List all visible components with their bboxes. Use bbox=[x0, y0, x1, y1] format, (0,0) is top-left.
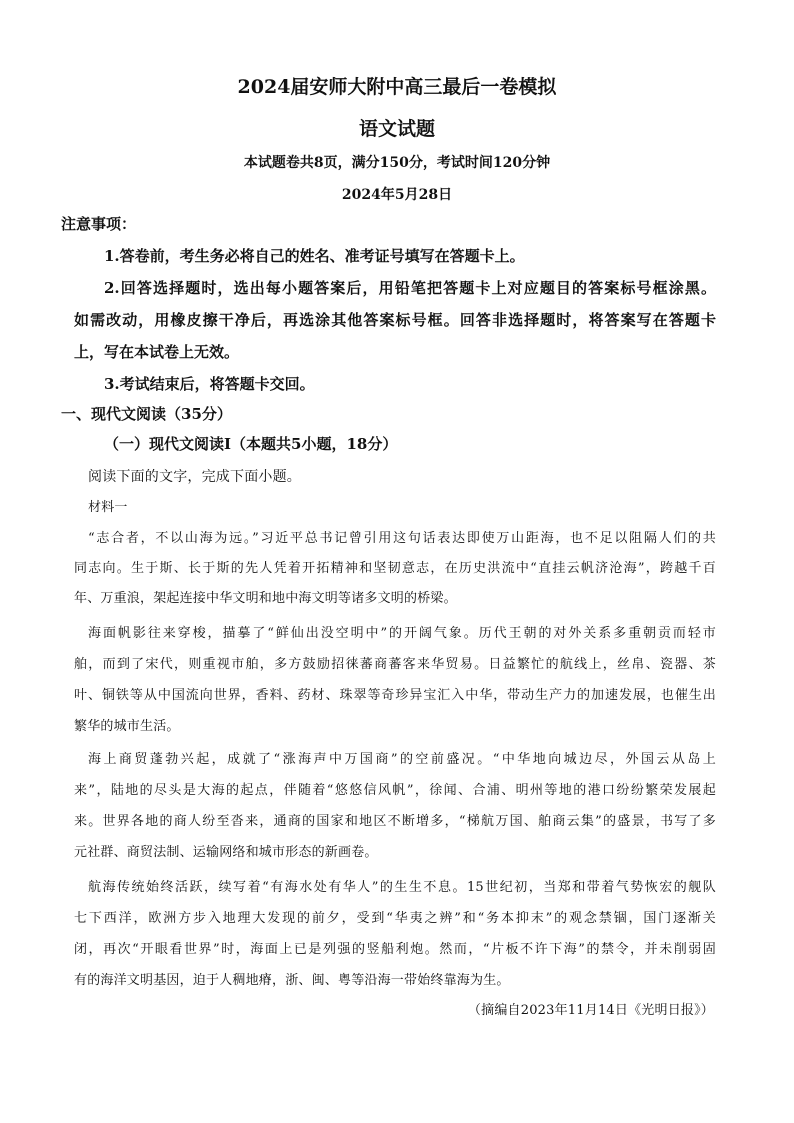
exam-date: 2024年5月28日 bbox=[341, 187, 453, 203]
paragraph-1-line-3: 年、万重浪，架起连接中华文明和地中海文明等诸多文明的桥梁。 bbox=[74, 591, 457, 606]
paragraph-4-line-3: 闭，再次“开眼看世界”时，海面上已是列强的竖船利炮。然而，“片板不许下海”的禁令，并未削弱固 bbox=[74, 942, 716, 957]
paragraph-4-line-4: 有的海洋文明基因，迫于人稠地瘠，浙、闽、粤等沿海一带始终靠海为生。 bbox=[74, 973, 510, 988]
exam-info: 本试题卷共8页，满分150分，考试时间120分钟 bbox=[243, 155, 551, 171]
paragraph-2-line-3: 叶、铜铁等从中国流向世界，香料、药材、珠翠等奇珍异宝汇入中华，带动生产力的加速发展，也催生出 bbox=[74, 688, 716, 703]
notice-heading: 注意事项： bbox=[61, 215, 137, 233]
notice-item-1: 1.答卷前，考生务必将自己的姓名、准考证号填写在答题卡上。 bbox=[104, 247, 525, 265]
paragraph-3-line-2: 来”，陆地的尽头是大海的起点，伴随着“悠悠信风帆”，徐闻、合浦、明州等地的港口纷纷繁荣发展起 bbox=[74, 783, 716, 798]
paragraph-2-line-1: 海面帆影往来穿梭，描摹了“鲜仙出没空明中”的开阔气象。历代王朝的对外关系多重朝贡而轻市 bbox=[88, 626, 716, 641]
paragraph-1-line-1: “志合者，不以山海为远。”习近平总书记曾引用这句话表达即使万山距海，也不足以阻隔人们的共 bbox=[88, 531, 716, 546]
notice-item-3: 3.考试结束后，将答题卡交回。 bbox=[104, 375, 315, 393]
section-heading: 一、现代文阅读（35分） bbox=[61, 405, 232, 423]
paragraph-1-line-2: 同志向。生于斯、长于斯的先人凭着开拓精神和坚韧意志，在历史洪流中“直挂云帆济沧海”，跨越千百 bbox=[74, 561, 716, 576]
material-label: 材料一 bbox=[88, 500, 128, 515]
notice-item-2-line-3: 上，写在本试卷上无效。 bbox=[74, 343, 240, 361]
source-citation: （摘编自2023年11月14日《光明日报》） bbox=[467, 1003, 714, 1018]
notice-item-2-line-2: 如需改动，用橡皮擦干净后，再选涂其他答案标号框。回答非选择题时，将答案写在答题卡 bbox=[74, 311, 716, 329]
paragraph-2-line-4: 繁华的城市生活。 bbox=[74, 719, 180, 734]
subject-title: 语文试题 bbox=[358, 118, 435, 140]
notice-item-2-line-1: 2.回答选择题时，选出每小题答案后，用铅笔把答题卡上对应题目的答案标号框涂黑。 bbox=[104, 279, 716, 297]
paragraph-3-line-1: 海上商贸蓬勃兴起，成就了“涨海声中万国商”的空前盛况。“中华地向城边尽，外国云从岛上 bbox=[88, 752, 716, 767]
paragraph-2-line-2: 舶，而到了宋代，则重视市舶，多方鼓励招徕蕃商蕃客来华贸易。日益繁忙的航线上，丝帛、瓷器、茶 bbox=[74, 657, 716, 672]
subsection-heading: （一）现代文阅读Ⅰ（本题共5小题，18分） bbox=[104, 435, 398, 453]
paragraph-3-line-4: 元社群、商贸法制、运输网络和城市形态的新画卷。 bbox=[74, 845, 378, 860]
exam-title: 2024届安师大附中高三最后一卷模拟 bbox=[237, 76, 557, 98]
paragraph-4-line-1: 航海传统始终活跃，续写着“有海水处有华人”的生生不息。15世纪初，当郑和带着气势恢宏的舰队 bbox=[88, 880, 716, 895]
paragraph-3-line-3: 来。世界各地的商人纷至沓来，通商的国家和地区不断增多，“梯航万国、舶商云集”的盛景，书写了多 bbox=[74, 814, 716, 829]
paragraph-4-line-2: 七下西洋，欧洲方步入地理大发现的前夕，受到“华夷之辨”和“务本抑末”的观念禁锢，国门逐渐关 bbox=[74, 911, 716, 926]
reading-instruction: 阅读下面的文字，完成下面小题。 bbox=[88, 469, 301, 485]
